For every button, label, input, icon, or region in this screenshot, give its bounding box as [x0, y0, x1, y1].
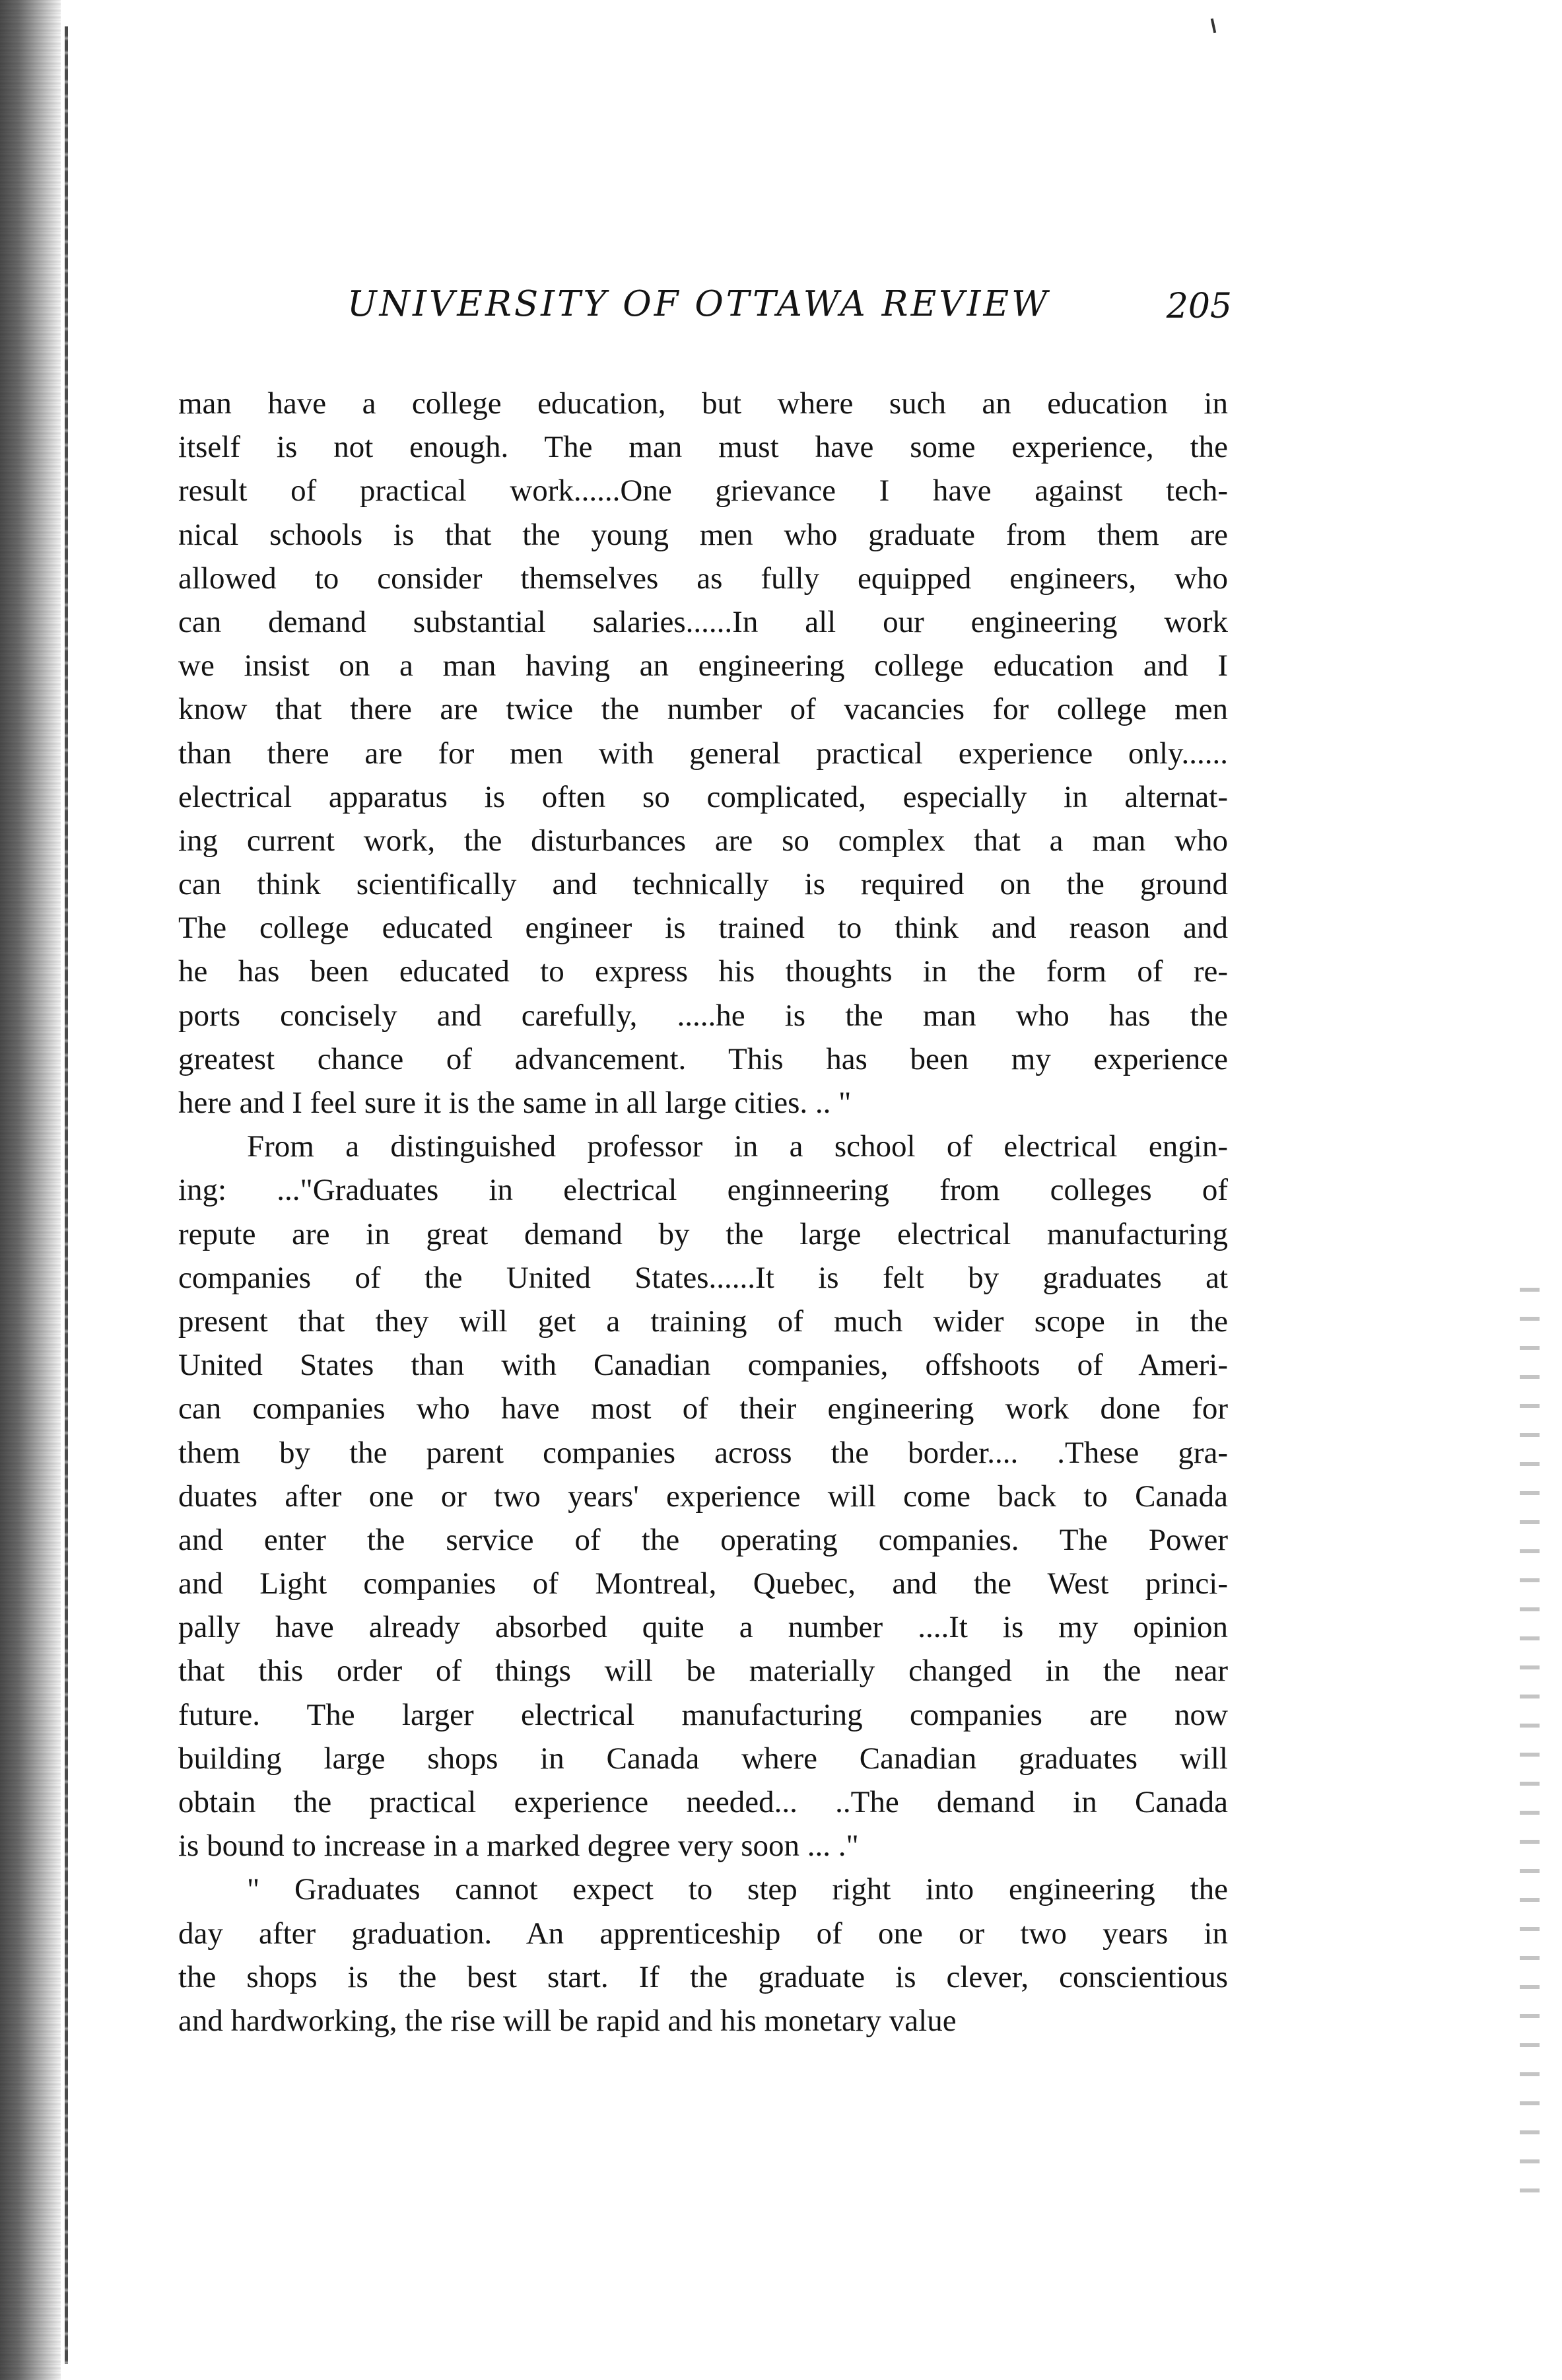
text-line: know that there are twice the number of vacancies for college men	[178, 692, 1228, 727]
spine-line	[65, 26, 68, 2364]
text-line: pally have already absorbed quite a number ....It is my opinion	[178, 1610, 1228, 1645]
text-line: and enter the service of the operating companies. The Power	[178, 1522, 1228, 1557]
text-line: ing current work, the disturbances are so complex that a man who	[178, 823, 1228, 858]
text-line: is bound to increase in a marked degree very soon ... ."	[178, 1829, 859, 1864]
text-line: itself is not enough. The man must have some experience, the	[178, 430, 1228, 465]
page-number: 205	[1166, 287, 1232, 326]
text-line: here and I feel sure it is the same in all large cities. .. "	[178, 1086, 852, 1120]
text-line: present that they will get a training of much wider scope in the	[178, 1304, 1228, 1339]
text-line: them by the parent companies across the border.... .These gra-	[178, 1435, 1228, 1470]
text-line: repute are in great demand by the large electrical manufacturing	[178, 1216, 1228, 1251]
paragraph	[178, 1868, 1228, 2043]
text-line: can companies who have most of their engineering work done for	[178, 1391, 1228, 1426]
text-line: the shops is the best start. If the graduate is clever, conscientious	[178, 1959, 1228, 1994]
text-line: result of practical work......One grievance I have against tech-	[178, 473, 1228, 508]
text-line: and Light companies of Montreal, Quebec, and the West princi-	[178, 1566, 1228, 1601]
text-line: day after graduation. An apprenticeship of one or two years in	[178, 1916, 1228, 1951]
text-line: United States than with Canadian companies, offshoots of Ameri-	[178, 1348, 1228, 1383]
text-line: electrical apparatus is often so complicated, especially in alternat-	[178, 779, 1228, 814]
paragraph	[178, 382, 1228, 1125]
body-text	[178, 382, 1228, 2043]
text-line: we insist on a man having an engineering college education and I	[178, 648, 1228, 683]
text-line: From a distinguished professor in a school of electrical engin-	[247, 1129, 1228, 1164]
text-line: than there are for men with general practical experience only......	[178, 736, 1228, 771]
text-line: can think scientifically and technically is required on the ground	[178, 867, 1228, 902]
page-edge-specks	[1520, 1288, 1540, 2212]
text-line: greatest chance of advancement. This has been my experience	[178, 1041, 1228, 1076]
text-line: allowed to consider themselves as fully equipped engineers, who	[178, 561, 1228, 596]
text-line: The college educated engineer is trained to think and reason and	[178, 911, 1228, 946]
text-line: ports concisely and carefully, .....he is the man who has the	[178, 998, 1228, 1033]
text-line: duates after one or two years' experience will come back to Canada	[178, 1479, 1228, 1514]
print-mark	[1211, 18, 1216, 33]
running-title: UNIVERSITY OF OTTAWA REVIEW	[347, 284, 1050, 324]
text-line: and hardworking, the rise will be rapid and his monetary value	[178, 2003, 957, 2038]
text-line: obtain the practical experience needed... ..The demand in Canada	[178, 1785, 1228, 1819]
text-line: ing: ..."Graduates in electrical enginneering from colleges of	[178, 1173, 1228, 1208]
page-header	[347, 284, 1232, 337]
text-line: future. The larger electrical manufacturing companies are now	[178, 1697, 1228, 1732]
text-line: can demand substantial salaries......In all our engineering work	[178, 604, 1228, 639]
binding-shadow	[0, 0, 61, 2380]
text-line: man have a college education, but where such an education in	[178, 386, 1228, 421]
text-line: building large shops in Canada where Canadian graduates will	[178, 1741, 1228, 1776]
text-line: he has been educated to express his thoughts in the form of re-	[178, 954, 1228, 989]
text-line: " Graduates cannot expect to step right into engineering the	[247, 1872, 1228, 1907]
text-line: that this order of things will be materially changed in the near	[178, 1654, 1228, 1689]
text-line: nical schools is that the young men who graduate from them are	[178, 517, 1228, 552]
paragraph	[178, 1125, 1228, 1868]
text-line: companies of the United States......It is felt by graduates at	[178, 1260, 1228, 1295]
